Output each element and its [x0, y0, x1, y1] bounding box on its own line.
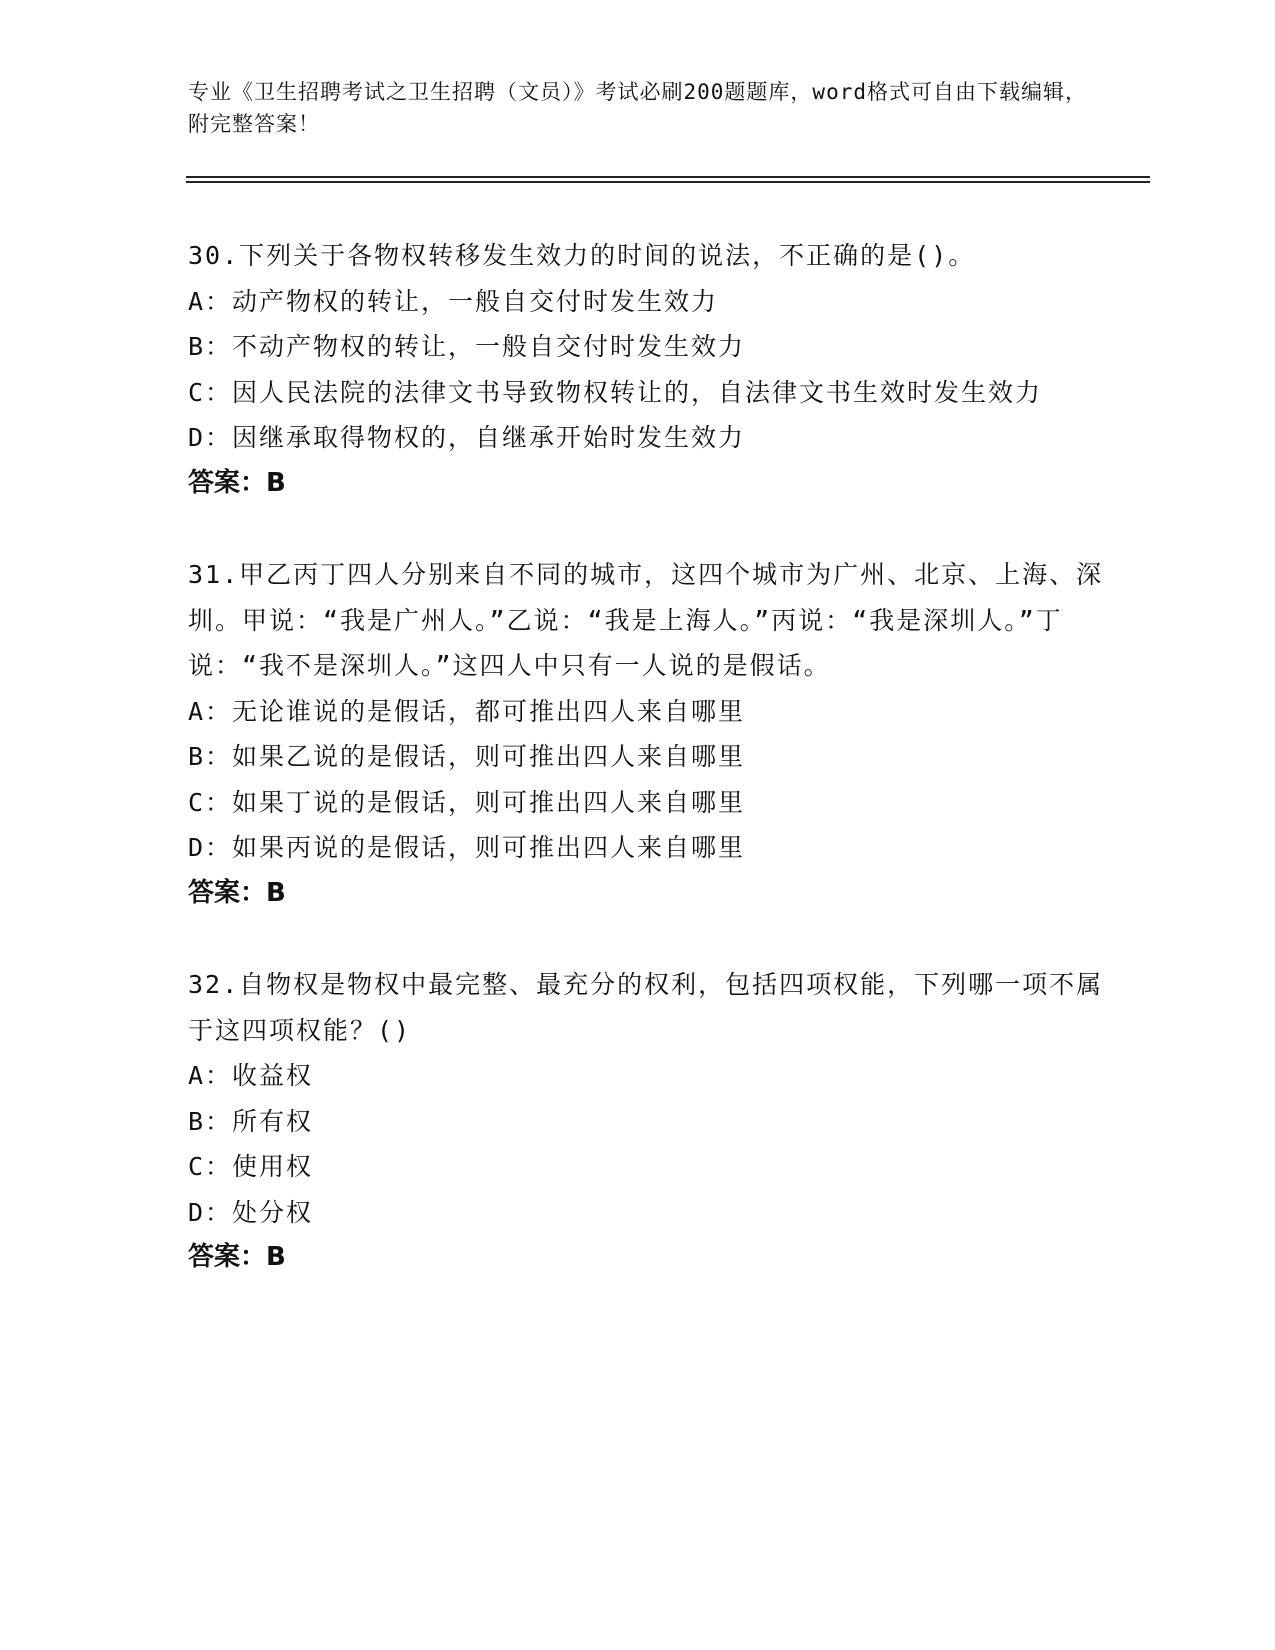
answer-label: 答案：B — [188, 1242, 286, 1272]
question-stem: 31.甲乙丙丁四人分别来自不同的城市，这四个城市为广州、北京、上海、深圳。甲说：“我是广州人。”乙说：“我是上海人。”丙说：“我是深圳人。”丁说：“我不是深圳人。”这四人中只有一人说的是假话。 — [188, 560, 1104, 680]
option-a: A：无论谁说的是假话，都可推出四人来自哪里 — [188, 696, 746, 726]
option-b: B：如果乙说的是假话，则可推出四人来自哪里 — [188, 742, 746, 771]
answer-label: 答案：B — [188, 467, 286, 498]
option-d: D：因继承取得物权的，自继承开始时发生效力 — [188, 423, 746, 452]
question-stem: 30.下列关于各物权转移发生效力的时间的说法，不正确的是()。 — [188, 241, 976, 270]
option-d: D：如果丙说的是假话，则可推出四人来自哪里 — [188, 833, 746, 862]
option-d: D：处分权 — [188, 1197, 314, 1227]
question-32 — [188, 962, 1108, 1281]
question-list — [188, 233, 1108, 1327]
document-header: 专业《卫生招聘考试之卫生招聘（文员）》考试必刷200题题库，word格式可自由下载编辑，附完整答案！ — [188, 80, 1087, 136]
answer-label: 答案：B — [188, 877, 286, 908]
header-divider-top — [186, 176, 1150, 178]
header-divider-bottom — [186, 181, 1150, 183]
option-b: B：所有权 — [188, 1106, 314, 1136]
option-b: B：不动产物权的转让，一般自交付时发生效力 — [188, 332, 746, 361]
option-a: A：收益权 — [188, 1061, 314, 1090]
question-30 — [188, 233, 1108, 506]
option-c: C：因人民法院的法律文书导致物权转让的，自法律文书生效时发生效力 — [188, 377, 1043, 407]
question-31 — [188, 552, 1108, 916]
option-a: A：动产物权的转让，一般自交付时发生效力 — [188, 286, 719, 316]
option-c: C：使用权 — [188, 1152, 314, 1181]
question-stem: 32.自物权是物权中最完整、最充分的权利，包括四项权能，下列哪一项不属于这四项权能？() — [188, 970, 1104, 1045]
option-c: C：如果丁说的是假话，则可推出四人来自哪里 — [188, 787, 746, 817]
